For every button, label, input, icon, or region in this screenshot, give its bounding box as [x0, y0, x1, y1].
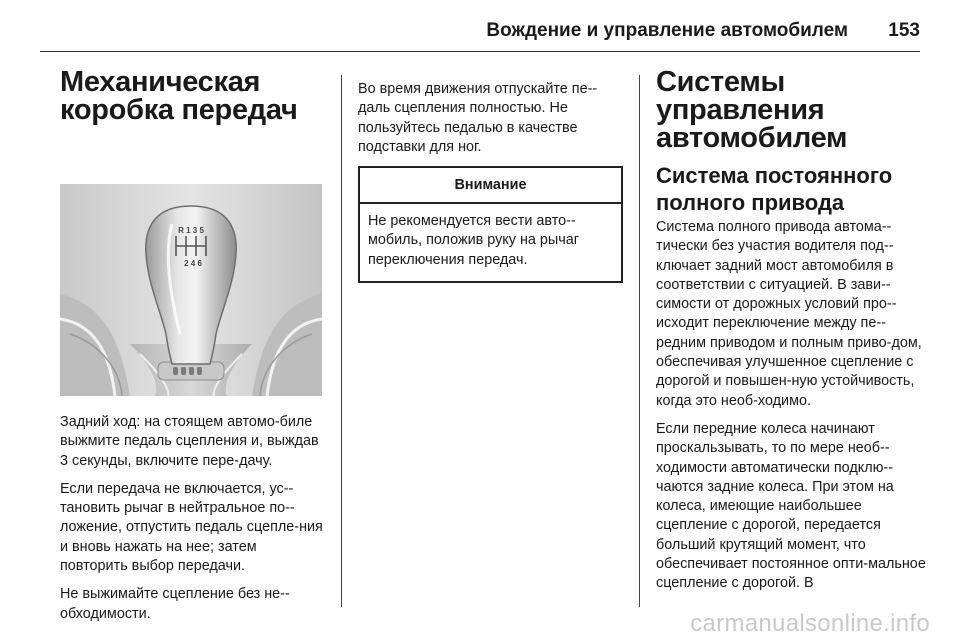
paragraph: Система полного привода автома-тически без участия водителя под-ключает задний мост автомобиля в соответствии с ситуацией. В зави-симости от дорожных условий про-исходит переключение между пе-редним приводом и полным приво-дом, обеспечивая улучшенное сцепление с дорогой и повышен-ную устойчивость, когда это необ-ходимо.	[656, 219, 922, 409]
column-divider-2	[639, 75, 640, 607]
shift-pattern-bottom: 2 4 6	[184, 259, 202, 268]
page-number: 153	[888, 20, 920, 41]
column-left	[60, 68, 325, 633]
gear-knob-illustration	[60, 184, 322, 396]
paragraph: Если передача не включается, ус-тановить рычаг в нейтральное по-ложение, отпустить педаль сцепле-ния и вновь нажать на нее; затем повторить выбор передачи.	[60, 480, 323, 575]
heading-line: Системы управления	[656, 66, 825, 126]
warning-title: Внимание	[360, 168, 621, 204]
subheading-line: полного привода	[656, 190, 845, 215]
section-heading-vehicle-systems	[656, 68, 926, 152]
page-header	[0, 0, 960, 52]
subheading-line: Система постоянного	[656, 163, 893, 188]
heading-line: коробка передач	[60, 94, 298, 126]
subheading-awd	[656, 162, 926, 216]
warning-text: Не рекомендуется вести авто-мобиль, положив руку на рычаг переключения передач.	[368, 213, 579, 268]
heading-line: автомобилем	[656, 122, 848, 154]
section-heading-gearbox	[60, 68, 325, 124]
column-middle	[358, 80, 623, 283]
column-divider-1	[341, 75, 342, 607]
column-right	[656, 68, 926, 603]
header-divider	[40, 51, 920, 52]
paragraph: Во время движения отпускайте пе-даль сцепления полностью. Не пользуйтесь педалью в качестве подставки для ног.	[358, 81, 598, 155]
paragraph: Если передние колеса начинают проскальзывать, то по мере необ-ходимости автоматически подклю-чаются задние колеса. При этом на колеса, имеющие наибольшее сцепление с дорогой, передается больший крутящий момент, что обеспечивает постоянное опти-мальное сцепление с дорогой. В	[656, 420, 926, 592]
paragraph: Не выжимайте сцепление без не-обходимости.	[60, 586, 290, 622]
heading-line: Механическая	[60, 66, 261, 98]
shift-pattern-top: R 1 3 5	[178, 226, 204, 235]
watermark: carmanualsonline.info	[690, 610, 930, 637]
header-title: Вождение и управление автомобилем	[486, 20, 848, 41]
paragraph: Задний ход: на стоящем автомо-биле выжмите педаль сцепления и, выждав 3 секунды, включите пере-дачу.	[60, 414, 319, 469]
warning-box	[358, 166, 623, 283]
